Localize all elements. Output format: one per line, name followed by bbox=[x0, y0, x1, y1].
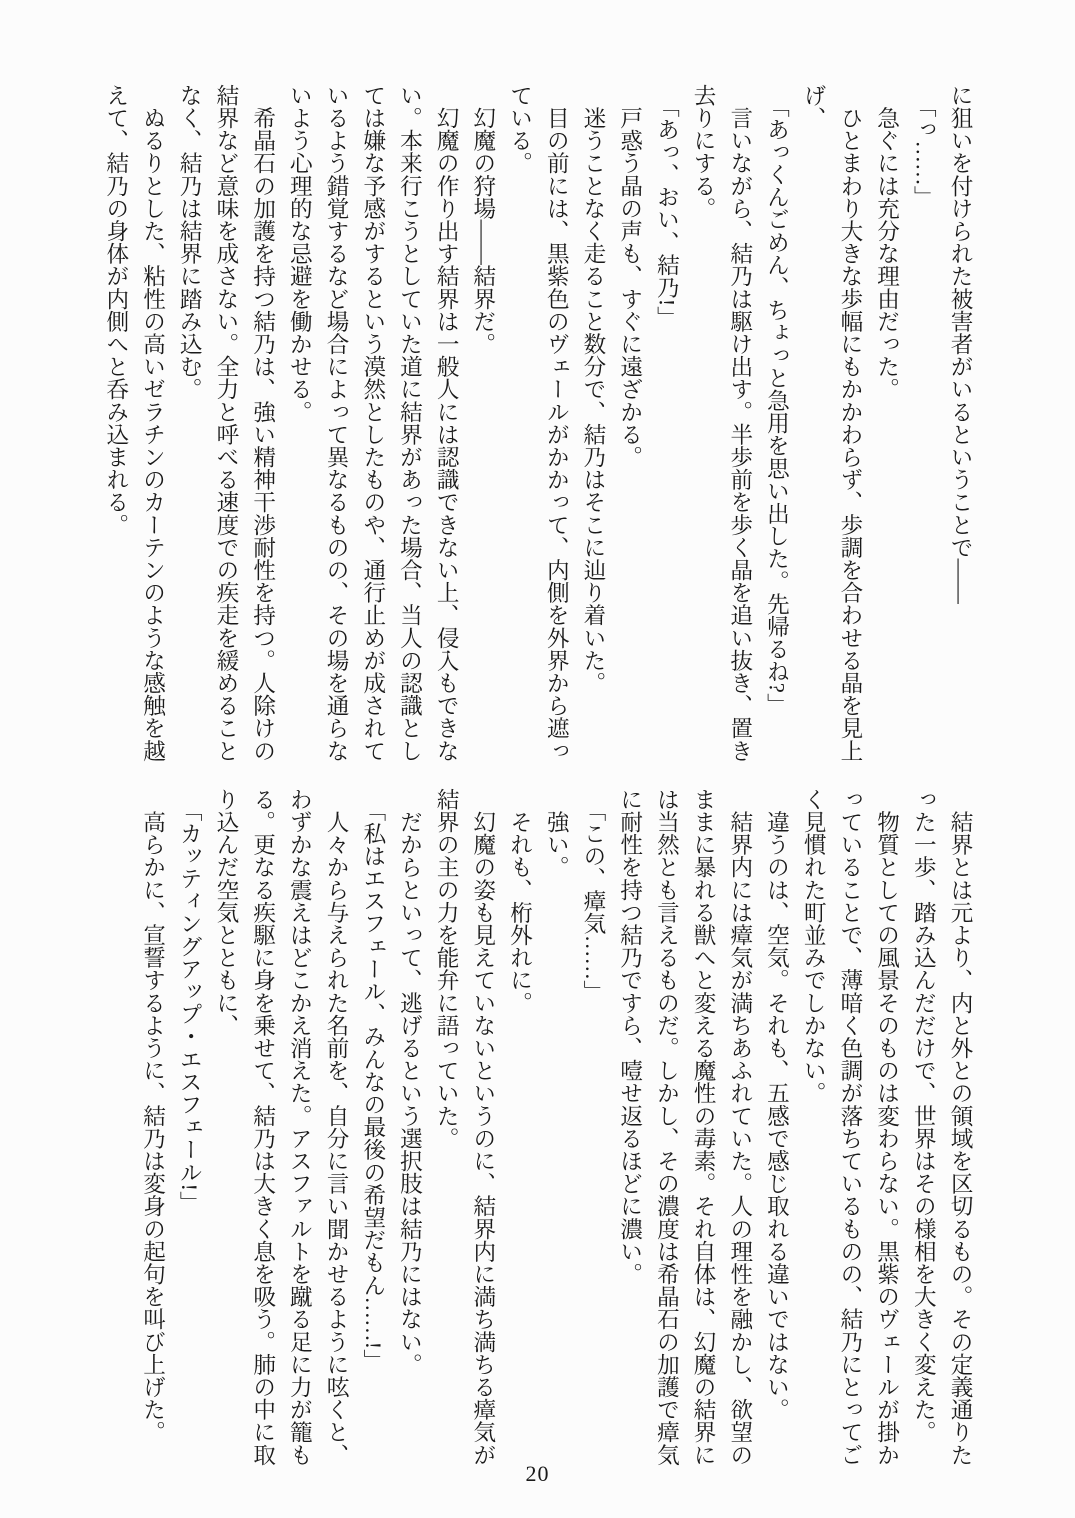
text-line: に耐性を持つ結乃ですら、噎せ返るほどに濃い。 bbox=[617, 788, 643, 1286]
text-line: 結界内には瘴気が満ちあふれていた。人の理性を融かし、欲望の bbox=[727, 788, 753, 1466]
text-line: 違うのは、空気。それも、五感で感じ取れる違いではない。 bbox=[764, 788, 790, 1421]
text-line: それも、桁外れに。 bbox=[507, 788, 533, 1014]
text-line: なく、結乃は結界に踏み込む。 bbox=[177, 84, 203, 401]
text-line: ている。 bbox=[507, 84, 533, 175]
text-line: ぬるりとした、粘性の高いゼラチンのカーテンのような感触を越 bbox=[140, 84, 166, 762]
text-line: えて、結乃の身体が内側へと呑み込まれる。 bbox=[103, 84, 129, 536]
text-line: り込んだ空気とともに、 bbox=[213, 788, 239, 1037]
text-line: 高らかに、宣誓するように、結乃は変身の起句を叫び上げた。 bbox=[140, 788, 166, 1444]
text-line: 急ぐには充分な理由だった。 bbox=[874, 84, 900, 401]
text-line: 希晶石の加護を持つ結乃は、強い精神干渉耐性を持つ。人除けの bbox=[250, 84, 276, 762]
text-line: 「私はエスフェール、みんなの最後の希望だもん……!」 bbox=[360, 788, 386, 1372]
text-line: 「あっくんごめん、ちょっと急用を思い出した。先帰るね?」 bbox=[764, 84, 790, 716]
text-line: っていることで、薄暗く色調が落ちているものの、結乃にとってご bbox=[837, 788, 863, 1466]
text-line: 目の前には、黒紫色のヴェールがかかって、内側を外界から遮っ bbox=[544, 84, 570, 762]
text-line: 「カッティングアップ・エスフェール!」 bbox=[177, 788, 203, 1214]
text-line: 結界とは元より、内と外との領域を区切るもの。その定義通りた bbox=[948, 788, 973, 1466]
text-line: げ、 bbox=[801, 84, 827, 130]
text-line: い。本来行こうとしていた道に結界があった場合、当人の認識とし bbox=[397, 84, 423, 762]
text-line: く見慣れた町並みでしかない。 bbox=[801, 788, 827, 1105]
page-number: 20 bbox=[525, 1461, 550, 1486]
text-line: 幻魔の姿も見えていないというのに、結界内に満ち満ちる瘴気が bbox=[470, 788, 496, 1466]
text-line: 去りにする。 bbox=[691, 84, 717, 220]
text-block-upper bbox=[97, 84, 978, 766]
text-line: 「あっ、おい、結乃!」 bbox=[654, 84, 680, 329]
text-line: 強い。 bbox=[544, 788, 570, 879]
text-line: 言いながら、結乃は駆け出す。半歩前を歩く晶を追い抜き、置き bbox=[727, 84, 753, 762]
text-line: ては嫌な予感がするという漠然としたものや、通行止めが成されて bbox=[360, 84, 386, 762]
text-line: った一歩、踏み込んだだけで、世界はその様相を大きく変えた。 bbox=[911, 788, 937, 1444]
text-line: だからといって、逃げるという選択肢は結乃にはない。 bbox=[397, 788, 423, 1376]
text-line: 幻魔の作り出す結界は一般人には認識できない上、侵入もできな bbox=[434, 84, 460, 762]
text-line: 物質としての風景そのものは変わらない。黒紫のヴェールが掛か bbox=[874, 788, 900, 1466]
text-line: に狙いを付けられた被害者がいるということで―― bbox=[948, 84, 973, 604]
text-line: 人々から与えられた名前を、自分に言い聞かせるように呟くと、 bbox=[324, 788, 350, 1466]
text-line: 幻魔の狩場――結界だ。 bbox=[470, 84, 496, 356]
text-line: る。更なる疾駆に身を乗せて、結乃は大きく息を吸う。肺の中に取 bbox=[250, 788, 276, 1466]
text-line: 「っ……」 bbox=[911, 84, 937, 209]
text-line: わずかな震えはどこかえ消えた。アスファルトを蹴る足に力が籠も bbox=[287, 788, 313, 1466]
text-line: 戸惑う晶の声も、すぐに遠ざかる。 bbox=[617, 84, 643, 469]
text-line: は当然とも言えるものだ。しかし、その濃度は希晶石の加護で瘴気 bbox=[654, 788, 680, 1466]
text-line: ままに暴れる獣へと変える魔性の毒素。それ自体は、幻魔の結界に bbox=[691, 788, 717, 1466]
text-line: 結界など意味を成さない。全力と呼べる速度での疾走を緩めること bbox=[213, 84, 239, 762]
text-line: いるよう錯覚するなど場合によって異なるものの、その場を通らな bbox=[324, 84, 350, 762]
text-line: いよう心理的な忌避を働かせる。 bbox=[287, 84, 313, 423]
text-line: 結界の主の力を能弁に語っていた。 bbox=[434, 788, 460, 1150]
text-line: ひとまわり大きな歩幅にもかかわらず、歩調を合わせる晶を見上 bbox=[837, 84, 863, 762]
text-line: 「この、瘴気……」 bbox=[580, 788, 606, 1003]
text-line: 迷うことなく走ること数分で、結乃はそこに辿り着いた。 bbox=[580, 84, 606, 695]
text-block-lower bbox=[134, 788, 978, 1470]
